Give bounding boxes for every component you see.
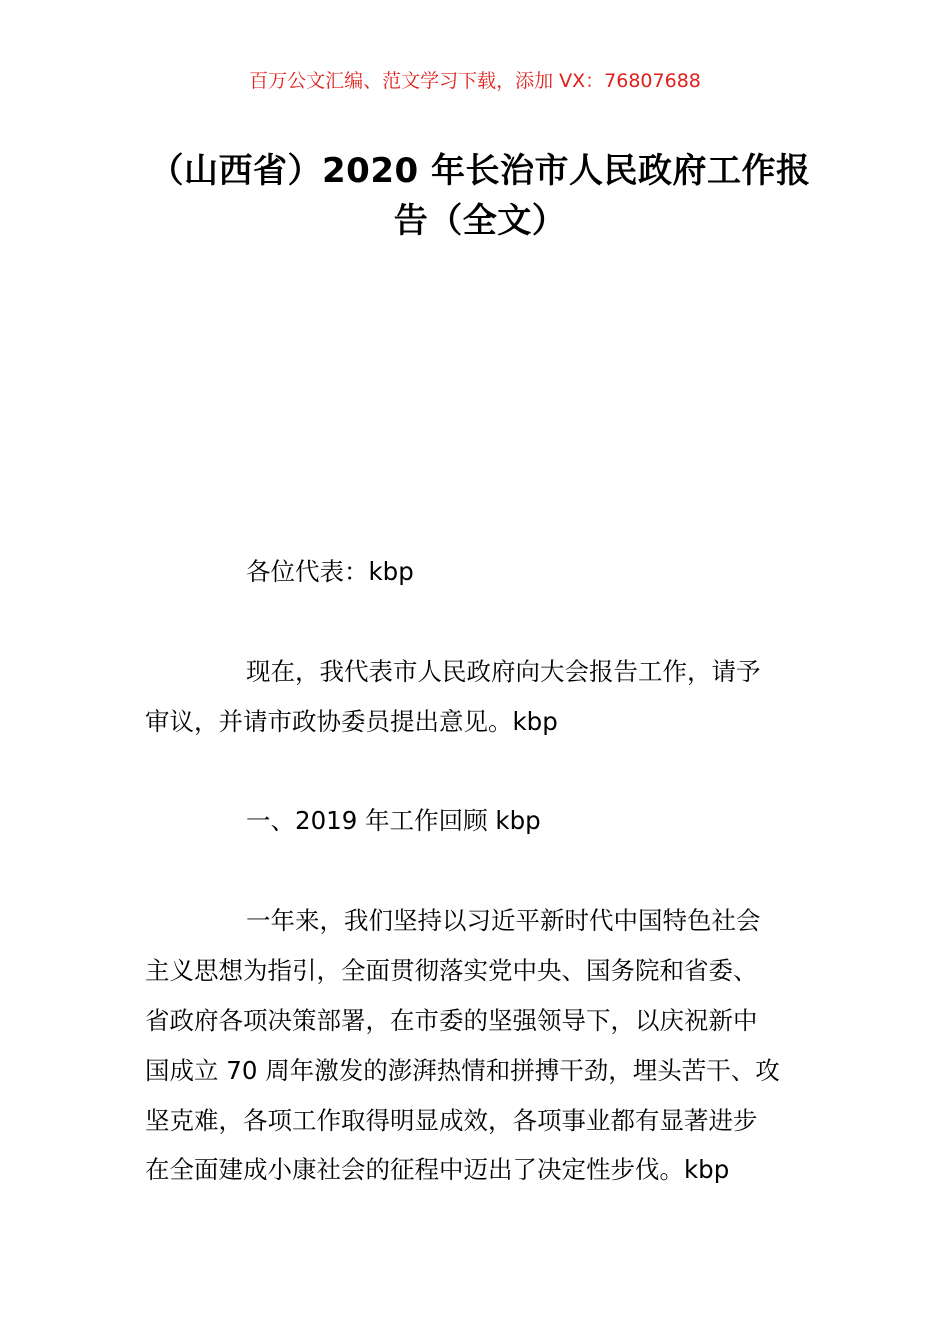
paragraph-line: 国成立 70 周年激发的澎湃热情和拼搏干劲，埋头苦干、攻 [145, 1056, 780, 1085]
section-heading: 一、2019 年工作回顾 kbp [246, 806, 541, 835]
paragraph-line: 省政府各项决策部署，在市委的坚强领导下，以庆祝新中 [145, 1006, 758, 1035]
watermark-banner: 百万公文汇编、范文学习下载，添加 VX：76807688 [249, 70, 701, 92]
paragraph-line: 在全面建成小康社会的征程中迈出了决定性步伐。kbp [145, 1155, 730, 1184]
paragraph-line: 主义思想为指引，全面贯彻落实党中央、国务院和省委、 [145, 956, 758, 985]
paragraph-line: 一年来，我们坚持以习近平新时代中国特色社会 [246, 906, 761, 935]
document-title-line-1: （山西省）2020 年长治市人民政府工作报 [149, 151, 811, 191]
salutation: 各位代表：kbp [246, 557, 414, 586]
document-title-line-2: 告（全文） [393, 201, 567, 241]
paragraph-line: 审议，并请市政协委员提出意见。kbp [145, 707, 558, 736]
paragraph-line: 现在，我代表市人民政府向大会报告工作，请予 [246, 657, 761, 686]
paragraph-line: 坚克难，各项工作取得明显成效，各项事业都有显著进步 [145, 1106, 758, 1135]
